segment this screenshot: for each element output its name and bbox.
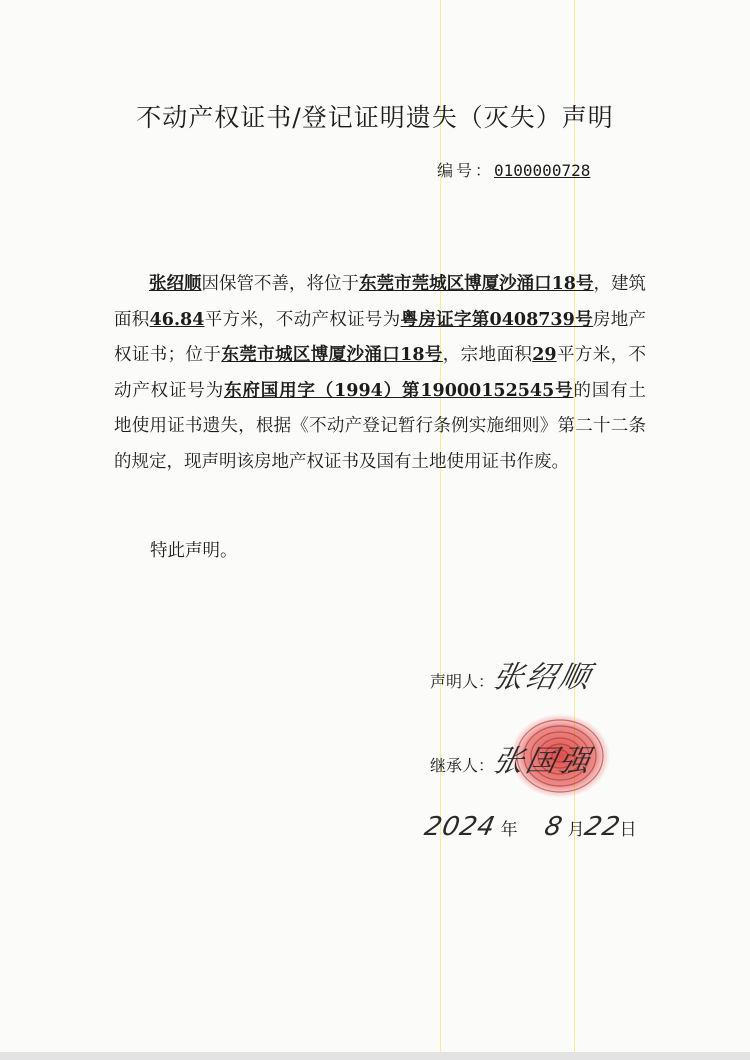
date-day: 22 [581, 812, 623, 842]
page-title: 不动产权证书/登记证明遗失（灭失）声明 [136, 103, 614, 132]
body-text: 因保管不善，将位于 [201, 274, 360, 294]
body-text: 的国有土地使用证书遗失，根据《不动产登记暂行条例实施细则》第二十二条的规定，现声明该房地产权证书及国有土地使用证书作废。 [114, 380, 647, 472]
property-address-1: 东莞市莞城区博厦沙涌口18号 [359, 274, 594, 294]
declarant-signature: 张绍顺 [489, 660, 596, 695]
document-number [437, 158, 590, 181]
document-number-label: 编号： [437, 161, 495, 180]
building-area: 46.84 [149, 309, 205, 330]
successor-label: 继承人： [430, 756, 495, 775]
statement-body [114, 267, 646, 480]
body-text: 平方米，不动产权证号为 [114, 345, 647, 401]
signing-date [421, 812, 637, 842]
declarant-label: 声明人： [430, 672, 495, 691]
owner-name: 张绍顺 [149, 274, 202, 294]
declarant-row [430, 652, 596, 696]
property-address-2: 东莞市城区博厦沙涌口18号 [221, 345, 443, 365]
successor-signature: 张国强 [489, 744, 596, 779]
land-area: 29 [532, 345, 557, 365]
date-day-char: 日 [619, 820, 637, 840]
document-number-value: 0100000728 [494, 161, 591, 180]
certificate-number-2: 东府国用字（1994）第19000152545号 [224, 380, 574, 401]
body-text: ，宗地面积 [442, 345, 533, 365]
closing-text: 特此声明。 [150, 541, 238, 561]
certificate-number-1: 粤房证字第0408739号 [400, 309, 593, 330]
body-text: 房地产权证书；位于 [114, 309, 647, 365]
successor-row [430, 736, 596, 780]
date-month: 8 [541, 812, 566, 842]
page-bottom-edge [0, 1052, 750, 1060]
date-year: 2024 [421, 812, 499, 842]
body-text: ，建筑面积 [114, 274, 646, 330]
date-month-char: 月 [567, 820, 585, 840]
body-text: 平方米，不动产权证号为 [204, 309, 401, 330]
date-year-char: 年 [500, 820, 518, 840]
